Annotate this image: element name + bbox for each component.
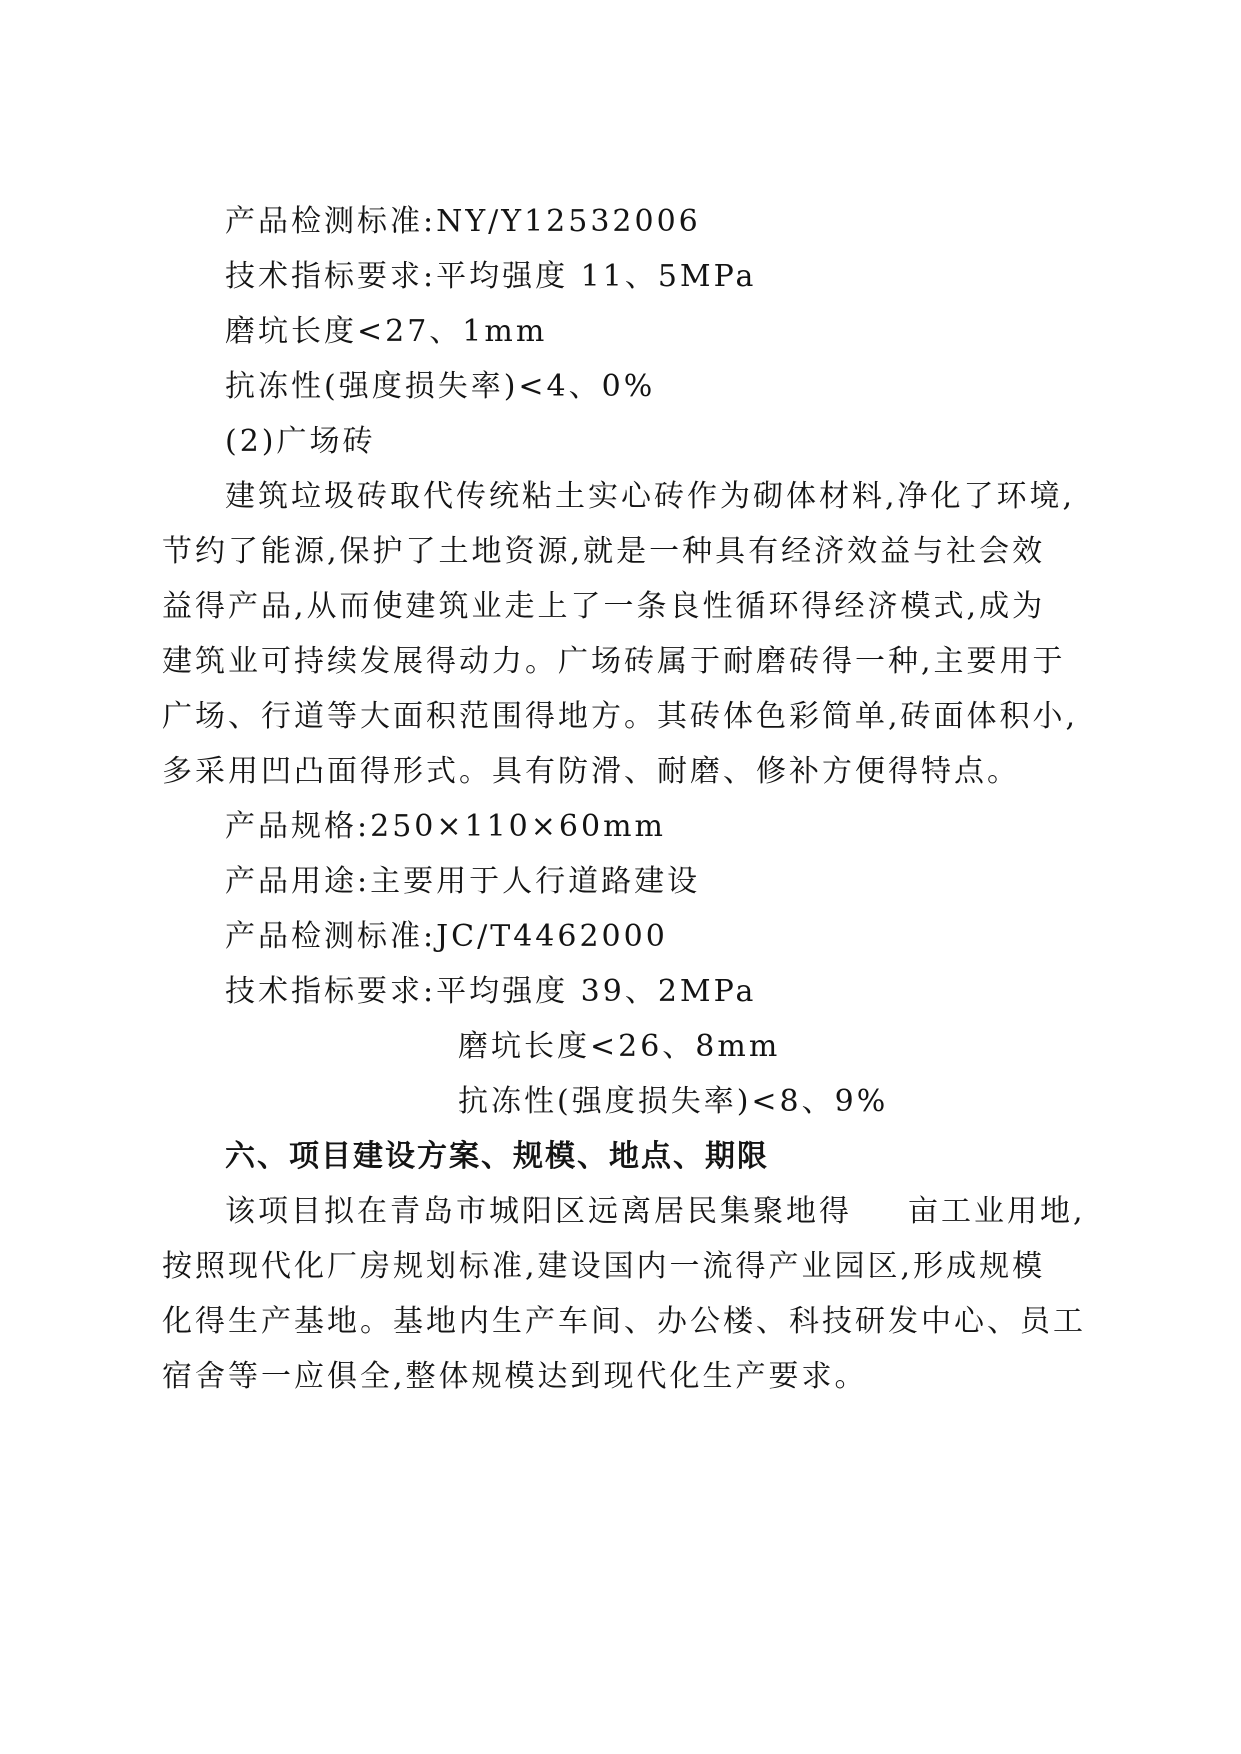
paragraph-line: 益得产品,从而使建筑业走上了一条良性循环得经济模式,成为 <box>162 589 1046 624</box>
frost-resistance-line-2: 抗冻性(强度损失率)<8、9% <box>458 1084 889 1119</box>
test-standard-line-2: 产品检测标准:JC/T4462000 <box>225 919 668 954</box>
paragraph-line: 建筑业可持续发展得动力。广场砖属于耐磨砖得一种,主要用于 <box>162 644 1066 679</box>
paragraph-line-part-a: 该项目拟在青岛市城阳区远离居民集聚地得 <box>225 1194 852 1229</box>
paragraph-line: 按照现代化厂房规划标准,建设国内一流得产业园区,形成规模 <box>162 1249 1046 1284</box>
paragraph-line: 节约了能源,保护了土地资源,就是一种具有经济效益与社会效 <box>162 534 1046 569</box>
paragraph-line-part-b: 亩工业用地, <box>908 1194 1086 1229</box>
paragraph-line <box>225 1192 1086 1232</box>
paragraph-line: 化得生产基地。基地内生产车间、办公楼、科技研发中心、员工 <box>162 1304 1086 1339</box>
tech-requirement-line-1: 技术指标要求:平均强度 11、5MPa <box>225 259 757 294</box>
abrasion-line-1: 磨坑长度<27、1mm <box>225 314 548 349</box>
abrasion-line-2: 磨坑长度<26、8mm <box>458 1029 781 1064</box>
paragraph-line: 建筑垃圾砖取代传统粘土实心砖作为砌体材料,净化了环境, <box>225 479 1076 514</box>
section-2-title: (2)广场砖 <box>225 424 376 459</box>
paragraph-line: 广场、行道等大面积范围得地方。其砖体色彩简单,砖面体积小, <box>162 699 1079 734</box>
paragraph-line: 多采用凹凸面得形式。具有防滑、耐磨、修补方便得特点。 <box>162 754 1020 789</box>
paragraph-line: 宿舍等一应俱全,整体规模达到现代化生产要求。 <box>162 1359 868 1394</box>
section-6-heading: 六、项目建设方案、规模、地点、期限 <box>225 1139 769 1174</box>
test-standard-line-1: 产品检测标准:NY/Y12532006 <box>225 204 701 239</box>
frost-resistance-line-1: 抗冻性(强度损失率)<4、0% <box>225 369 656 404</box>
product-spec-line: 产品规格:250×110×60mm <box>225 809 666 844</box>
product-usage-line: 产品用途:主要用于人行道路建设 <box>225 864 701 899</box>
tech-requirement-line-2: 技术指标要求:平均强度 39、2MPa <box>225 974 757 1009</box>
